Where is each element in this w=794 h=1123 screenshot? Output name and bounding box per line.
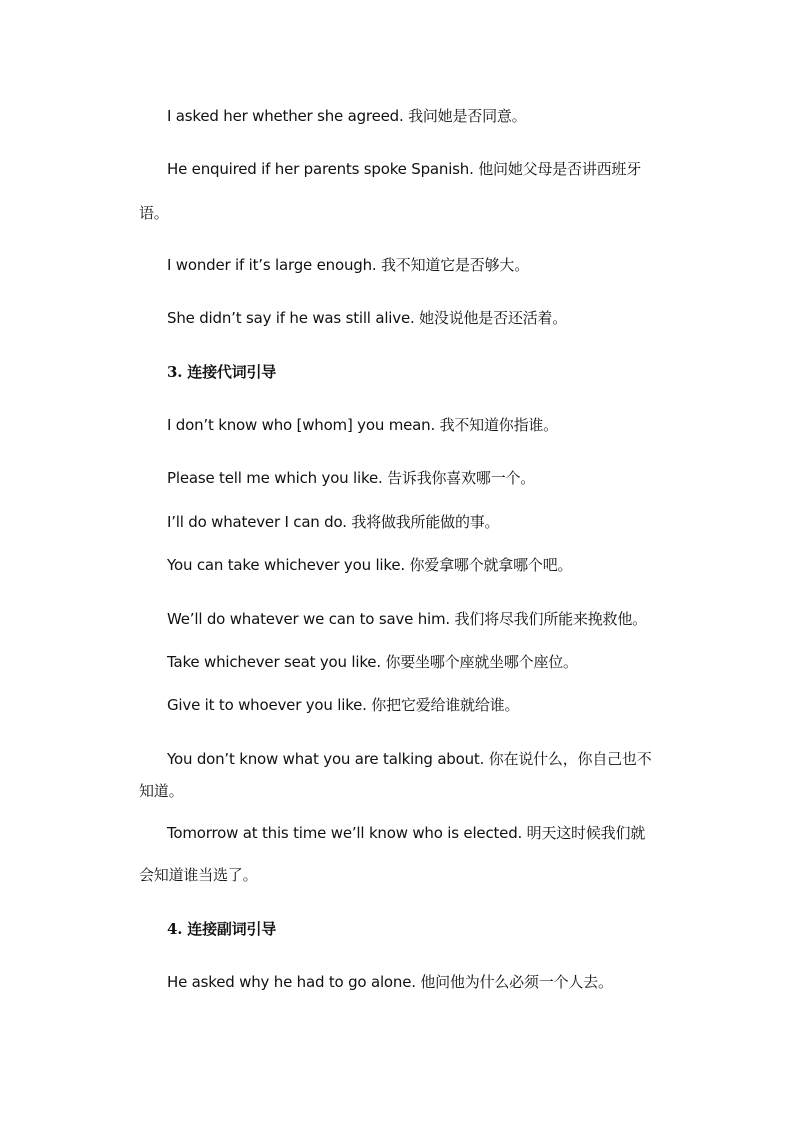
sentence-line: He enquired if her parents spoke Spanish. 他问她父母是否讲西班牙 [167, 160, 642, 178]
sentence-line: You can take whichever you like. 你爱拿哪个就拿哪个吧。 [167, 556, 573, 574]
sentence-line: I wonder if it’s large enough. 我不知道它是否够大。 [167, 256, 530, 274]
sentence-line: I don’t know who [whom] you mean. 我不知道你指谁。 [167, 416, 558, 434]
sentence-line: Give it to whoever you like. 你把它爱给谁就给谁。 [167, 696, 520, 714]
sentence-continuation: 知道。 [139, 782, 184, 800]
sentence-line: You don’t know what you are talking about. 你在说什么，你自己也不 [167, 750, 652, 768]
sentence-line: I’ll do whatever I can do. 我将做我所能做的事。 [167, 513, 500, 531]
sentence-line: She didn’t say if he was still alive. 她没说他是否还活着。 [167, 309, 568, 327]
sentence-continuation: 会知道谁当选了。 [139, 866, 258, 884]
sentence-line: He asked why he had to go alone. 他问他为什么必须一个人去。 [167, 973, 613, 991]
section-heading: 3. 连接代词引导 [167, 363, 277, 381]
sentence-line: Tomorrow at this time we’ll know who is elected. 明天这时候我们就 [167, 824, 646, 842]
sentence-line: Please tell me which you like. 告诉我你喜欢哪一个。 [167, 469, 536, 487]
sentence-continuation: 语。 [139, 204, 169, 222]
section-heading: 4. 连接副词引导 [167, 920, 277, 938]
sentence-line: We’ll do whatever we can to save him. 我们将尽我们所能来挽救他。 [167, 610, 647, 628]
sentence-line: Take whichever seat you like. 你要坐哪个座就坐哪个座位。 [167, 653, 578, 671]
sentence-line: I asked her whether she agreed. 我问她是否同意。 [167, 107, 527, 125]
